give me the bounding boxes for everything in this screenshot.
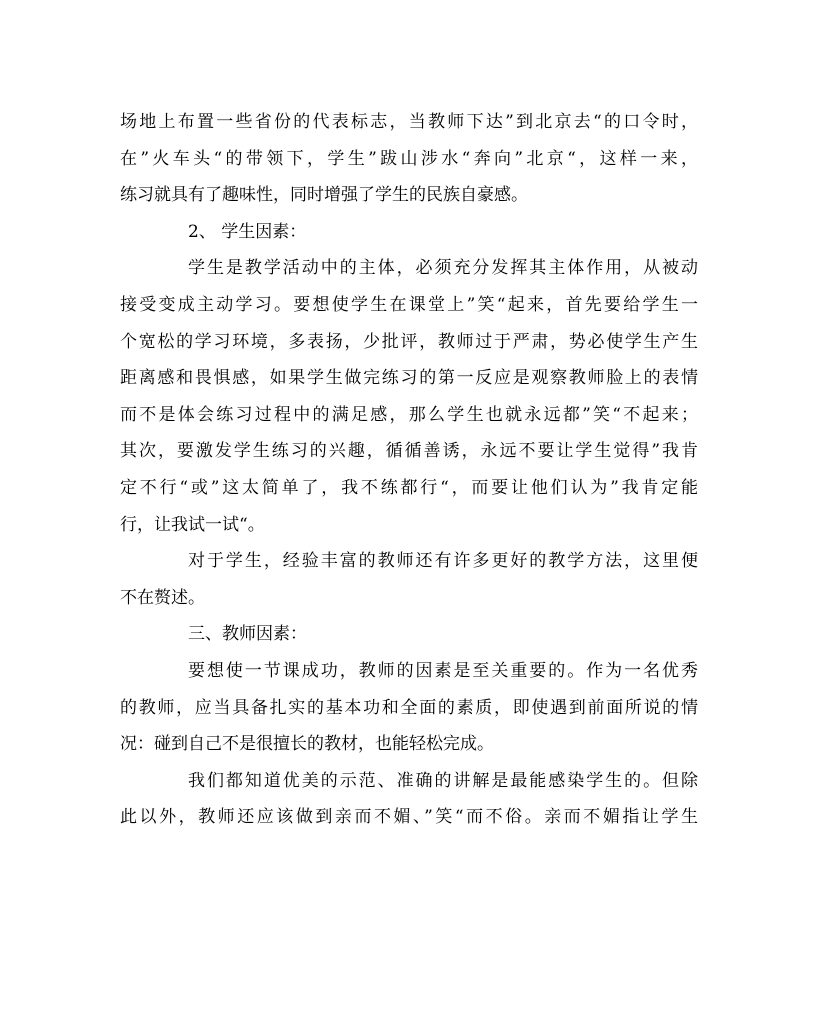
text-line: 在”火车头“的带领下，学生”跋山涉水“奔向”北京“，这样一来， bbox=[120, 148, 698, 169]
text-line: 练习就具有了趣味性，同时增强了学生的民族自豪感。 bbox=[120, 185, 528, 206]
paragraph-first-line: 对于学生，经验丰富的教师还有许多更好的教学方法，这里便 bbox=[188, 551, 698, 572]
section-heading: 三、教师因素： bbox=[188, 624, 307, 645]
text-line: 而不是体会练习过程中的满足感，那么学生也就永远都”笑“不起来； bbox=[120, 404, 698, 425]
text-line: 的教师，应当具备扎实的基本功和全面的素质，即使遇到前面所说的情 bbox=[120, 697, 698, 718]
text-line: 个宽松的学习环境，多表扬，少批评，教师过于严肃，势必使学生产生 bbox=[120, 331, 698, 352]
paragraph-first-line: 我们都知道优美的示范、准确的讲解是最能感染学生的。但除 bbox=[188, 770, 698, 791]
paragraph-first-line: 要想使一节课成功，教师的因素是至关重要的。作为一名优秀 bbox=[188, 660, 698, 681]
text-line: 场地上布置一些省份的代表标志，当教师下达”到北京去“的口令时， bbox=[120, 112, 698, 132]
text-line: 其次，要激发学生练习的兴趣，循循善诱，永远不要让学生觉得”我肯 bbox=[120, 441, 698, 462]
section-heading: 2、 学生因素： bbox=[188, 221, 307, 242]
text-line: 况：碰到自己不是很擅长的教材，也能轻松完成。 bbox=[120, 734, 494, 755]
text-line: 定不行“或”这太简单了，我不练都行“，而要让他们认为”我肯定能 bbox=[120, 477, 698, 498]
text-line: 距离感和畏惧感，如果学生做完练习的第一反应是观察教师脸上的表情 bbox=[120, 368, 698, 389]
text-line: 此以外，教师还应该做到亲而不媚、”笑“而不俗。亲而不媚指让学生 bbox=[120, 807, 698, 828]
text-line: 行，让我试一试“。 bbox=[120, 514, 265, 535]
document-body bbox=[120, 104, 698, 836]
text-line: 不在赘述。 bbox=[120, 587, 205, 608]
text-line: 接受变成主动学习。要想使学生在课堂上”笑“起来，首先要给学生一 bbox=[120, 294, 698, 315]
paragraph-first-line: 学生是教学活动中的主体，必须充分发挥其主体作用，从被动 bbox=[188, 258, 698, 279]
